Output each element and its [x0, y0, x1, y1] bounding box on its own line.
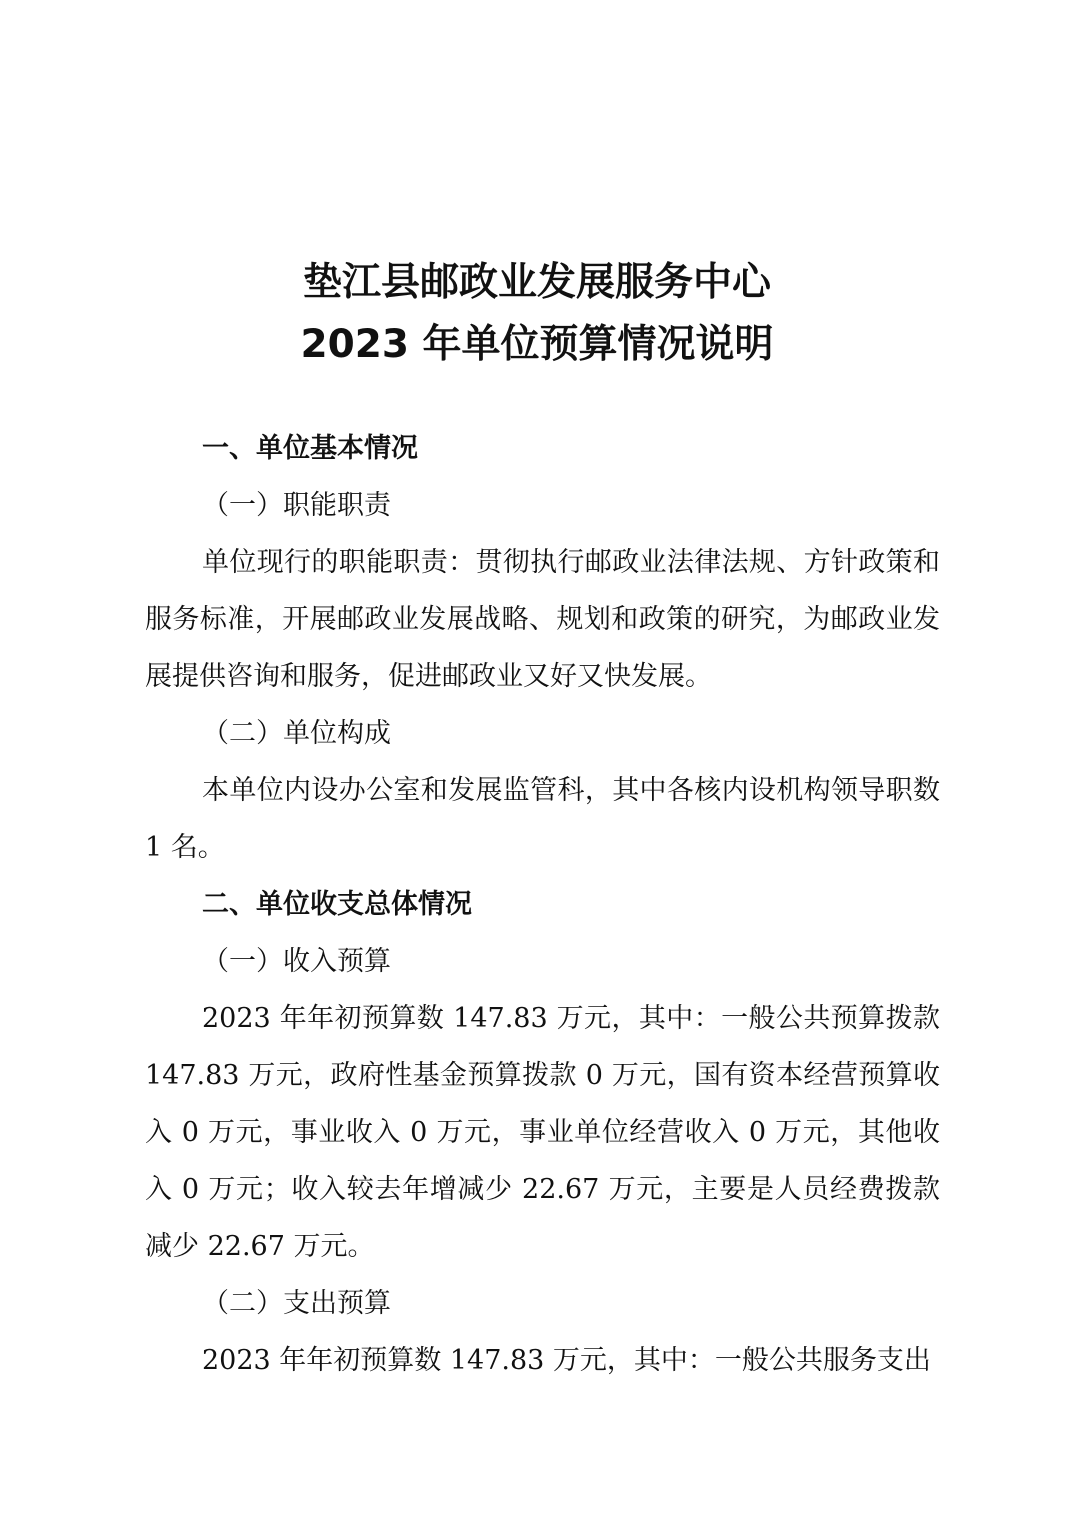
duties-paragraph: 单位现行的职能职责：贯彻执行邮政业法律法规、方针政策和服务标准，开展邮政业发展战略、规划和政策的研究，为邮政业发展提供咨询和服务，促进邮政业又好又快发展。	[145, 547, 940, 692]
section-2-subheading-income: （一）收入预算	[202, 946, 391, 977]
section-1-subheading-composition: （二）单位构成	[202, 718, 391, 749]
section-1-heading: 一、单位基本情况	[202, 433, 418, 464]
section-2-heading: 二、单位收支总体情况	[202, 889, 472, 920]
title-line-2: 2023 年单位预算情况说明	[300, 322, 774, 367]
expenditure-paragraph: 2023 年年初预算数 147.83 万元，其中：一般公共服务支出	[202, 1345, 931, 1376]
section-2-subheading-expenditure: （二）支出预算	[202, 1288, 391, 1319]
document-title	[0, 252, 1074, 376]
composition-paragraph: 本单位内设办公室和发展监管科，其中各核内设机构领导职数 1 名。	[145, 775, 940, 863]
title-line-1: 垫江县邮政业发展服务中心	[302, 260, 771, 305]
section-1-subheading-duties: （一）职能职责	[202, 490, 391, 521]
income-paragraph: 2023 年年初预算数 147.83 万元，其中：一般公共预算拨款 147.83 万元，政府性基金预算拨款 0 万元，国有资本经营预算收入 0 万元，事业收入 0 万元，事业单位经营收入 0 万元，其他收入 0 万元；收入较去年增减少 22.67 万元，主要是人员经费拨款减少 22.67 万元。	[145, 1003, 940, 1262]
document-body	[145, 420, 940, 1389]
